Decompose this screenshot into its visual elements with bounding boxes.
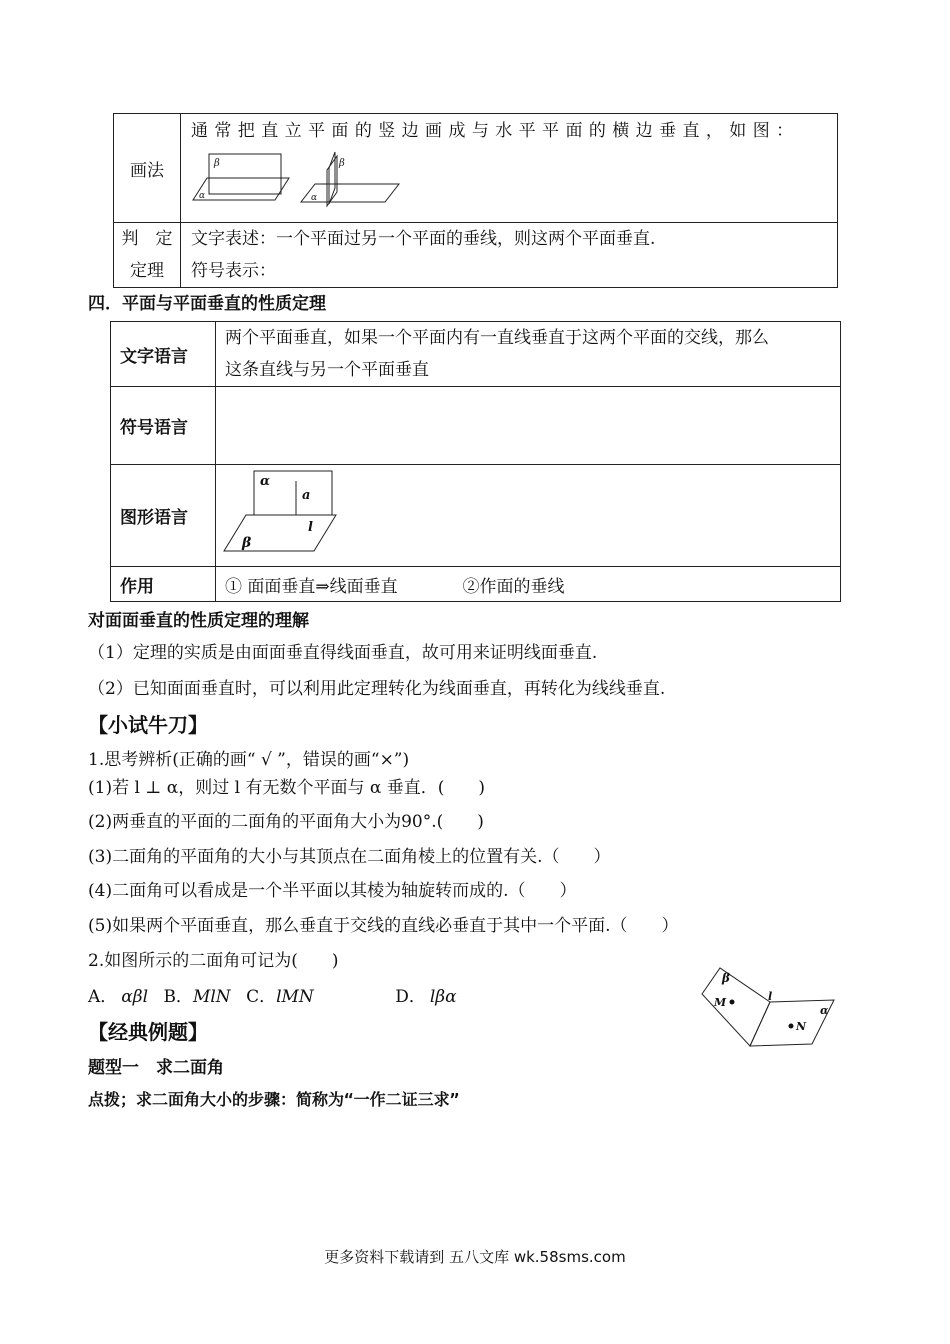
examples-title: 【经典例题】 xyxy=(88,1020,208,1044)
option-c: C．lMN xyxy=(246,987,314,1007)
table2-use-cell xyxy=(216,567,841,602)
fig-label-beta: β xyxy=(214,158,220,169)
property-text-line2: 这条直线与另一个平面垂直 xyxy=(225,360,429,380)
label-text: 图形语言 xyxy=(120,508,188,528)
understanding-item-1: （1）定理的实质是由面面垂直得线面垂直，故可用来证明线面垂直. xyxy=(88,643,598,663)
fig-label-alpha: α xyxy=(199,191,206,201)
table2-label-text xyxy=(111,322,216,387)
option-a: A． αβl xyxy=(88,987,149,1007)
section-4-title: 四．平面与平面垂直的性质定理 xyxy=(88,294,326,314)
use-item-2: ②作面的垂线 xyxy=(462,576,565,597)
table2-label-use xyxy=(111,567,216,602)
fig-label-beta: β xyxy=(242,535,252,551)
fig-label-a: a xyxy=(302,488,311,503)
understanding-title: 对面面垂直的性质定理的理解 xyxy=(88,611,309,631)
drawing-method-text: 通 常 把 直 立 平 面 的 竖 边 画 成 与 水 平 平 面 的 横 边 垂 直 ， 如 图 ： xyxy=(191,121,794,141)
label-line-a: 判 定 xyxy=(121,229,173,249)
question-1-item-5: (5)如果两个平面垂直，那么垂直于交线的直线必垂直于其中一个平面.（ ） xyxy=(88,916,679,936)
understanding-item-2: （2）已知面面垂直时，可以利用此定理转化为线面垂直，再转化为线线垂直. xyxy=(88,679,666,699)
theorem-text: 文字表述：一个平面过另一个平面的垂线，则这两个平面垂直. xyxy=(191,229,656,249)
example-type-1: 题型一 求二面角 xyxy=(88,1058,224,1078)
label-text: 作用 xyxy=(120,576,154,597)
label-text: 符号语言 xyxy=(120,418,188,438)
table2-symbol-cell xyxy=(216,387,841,465)
fig-label-beta-2: β xyxy=(339,158,345,169)
table1-label-theorem xyxy=(114,223,181,288)
fig-label-l: l xyxy=(768,990,773,1003)
fig-label-beta: β xyxy=(722,971,730,985)
question-1-item-2: (2)两垂直的平面的二面角的平面角大小为90°.( ) xyxy=(88,812,484,832)
property-theorem-table xyxy=(110,321,841,602)
table1-theorem-cell xyxy=(181,223,838,288)
question-2-title: 2.如图所示的二面角可记为( ) xyxy=(88,951,339,971)
dihedral-angle-figure xyxy=(700,962,840,1050)
table2-label-figure xyxy=(111,465,216,567)
question-1-item-1: (1)若 l ⊥ α，则过 l 有无数个平面与 α 垂直．( ) xyxy=(88,778,485,798)
option-d: D． lβα xyxy=(395,987,457,1007)
theorem-symbol: 符号表示： xyxy=(191,261,276,281)
label-text: 文字语言 xyxy=(120,346,188,367)
drawing-method-table xyxy=(113,113,838,288)
property-theorem-figure xyxy=(222,469,352,563)
fig-label-alpha: α xyxy=(820,1004,829,1017)
label-text: 画法 xyxy=(130,160,164,181)
example-tip: 点拨；求二面角大小的步骤：简称为“一作二证三求” xyxy=(88,1090,460,1109)
label-line-b: 定理 xyxy=(130,261,164,281)
table1-label-drawing xyxy=(114,114,181,223)
option-b: B．MlN xyxy=(163,987,231,1007)
question-2-options xyxy=(88,982,457,1007)
fig-label-alpha: α xyxy=(260,474,271,489)
practice-title: 【小试牛刀】 xyxy=(88,713,208,737)
question-1-title: 1.思考辨析(正确的画“ √ ”，错误的画“×”) xyxy=(88,750,410,770)
table1-drawing-cell xyxy=(181,114,838,223)
fig-label-n: N xyxy=(796,1020,807,1033)
use-item-1: ① 面面垂直⇒线面垂直 xyxy=(225,576,398,597)
table2-label-symbol xyxy=(111,387,216,465)
page-footer: 更多资料下载请到 五八文库 wk.58sms.com xyxy=(324,1248,626,1266)
table2-figure-cell xyxy=(216,465,841,567)
fig-label-l: l xyxy=(308,520,313,535)
fig-label-alpha-2: α xyxy=(311,193,318,203)
question-1-item-4: (4)二面角可以看成是一个半平面以其棱为轴旋转而成的.（ ） xyxy=(88,881,577,901)
perpendicular-planes-figure xyxy=(189,148,419,208)
fig-label-m: M xyxy=(714,996,727,1009)
property-text-line1: 两个平面垂直，如果一个平面内有一直线垂直于这两个平面的交线，那么 xyxy=(225,328,769,348)
table2-text-cell xyxy=(216,322,841,387)
question-1-item-3: (3)二面角的平面角的大小与其顶点在二面角棱上的位置有关.（ ） xyxy=(88,847,611,867)
